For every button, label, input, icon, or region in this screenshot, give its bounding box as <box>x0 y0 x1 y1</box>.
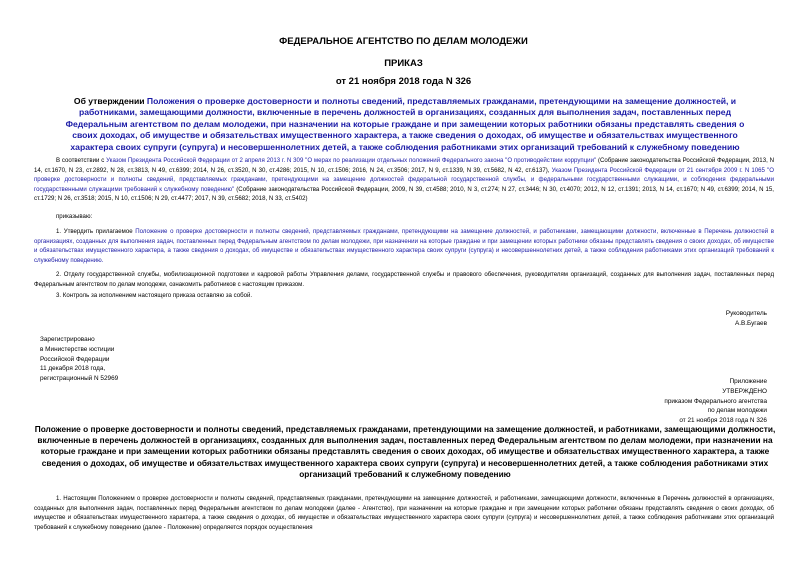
appendix-line-4: по делам молодежи <box>707 407 767 415</box>
regulation-title: Положение о проверке достоверности и полноты сведений, представляемых гражданами, претендующими на замещение должностей, и работниками, замещающими должности, включенные в перечень должностей в организациях, созданных для выполнения задач, поставленных перед Федеральным агентством по делам молодежи, при назначении на которые граждане и при замещении которых работники обязаны представлять сведения о своих доходах, об имуществе и обязательствах имущественного характера, а также сведения о доходах, об имуществе и обязательствах имущественного характера своих супруги (супруга) и несовершеннолетних детей, а также соблюдения работниками этих организаций требований к служебному поведению <box>34 424 776 479</box>
signature-role: Руководитель <box>725 310 767 317</box>
registration-block <box>40 335 240 384</box>
doc-date-number: от 21 ноября 2018 года N 326 <box>335 76 472 87</box>
registration-line-4: 11 декабря 2018 года, <box>40 365 106 373</box>
signature-block <box>507 309 767 329</box>
appendix-line-2: УТВЕРЖДЕНО <box>722 387 767 395</box>
order-item-3: 3. Контроль за исполнением настоящего приказа оставляю за собой. <box>56 292 253 299</box>
preamble-text-b: (Собрание законодательства Российской Федерации, 2013, N 14, ст.1670, N 23, ст.2892, N 28, ст.3813, N 49, ст.6399; 2014, N 26, ст.3520, N 30, ст.4286; 2015, N 10, ст.1506; 2016, N 24, ст.3506; 2017, N 9, ст.1339, N 39, ст.5682, N 42, ст.6137), <box>34 157 774 174</box>
order-item-2: 2. Отделу государственной службы, мобилизационной подготовки и кадровой работы Управления делами, государственной службы и правового обеспечения, руководителям организаций, созданных для выполнения задач, поставленных перед Федеральным агентством по делам молодежи, ознакомить работников с настоящим приказом. <box>34 271 774 288</box>
registration-line-2: в Министерстве юстиции <box>40 345 115 353</box>
registration-line-1: Зарегистрировано <box>40 336 95 343</box>
registration-line-5: регистрационный N 52969 <box>40 375 119 383</box>
regulation-link[interactable]: Положение о проверке достоверности и полноты сведений, представляемых гражданами, претендующими на замещение должностей, и работниками, замещающими должности, включенные в Перечень должностей в организациях, созданных для выполнения задач, поставленных перед Федеральным агентством по делам молодежи, при назначении на которые граждане и при замещении которых работники обязаны представлять сведения о своих доходах, об имуществе и обязательствах имущественного характера, а также сведения о доходах, об имуществе и обязательствах имущественного характера своих супруги (супруга) и несовершеннолетних детей, а также соблюдения работниками этих организаций требований к служебному поведению. <box>34 228 774 264</box>
prikazyvayu: приказываю: <box>56 213 93 220</box>
decree-1065-link[interactable]: Указом Президента Российской Федерации от 21 сентября 2009 г. N 1065 "О проверке достоверности и полноты сведений, представляемых гражданами, претендующими на замещение должностей федеральной государственной службы, и федеральными государственными служащими, и соблюдения федеральными государственными служащими требований к служебному поведению" <box>34 166 774 193</box>
appendix-line-1: Приложение <box>729 378 767 385</box>
registration-line-3: Российской Федерации <box>40 355 110 363</box>
order-title <box>60 96 750 153</box>
order-title-link[interactable]: Положения о проверке достоверности и полноты сведений, представляемых гражданами, претендующими на замещение должностей, и работниками, замещающими должности, включенные в перечень должностей в организациях, созданных для выполнения задач, поставленных перед Федеральным агентством по делам молодежи, при назначении на которые граждане и при замещении которых работники обязаны представлять сведения о своих доходах, об имуществе и обязательствах имущественного характера, а также сведения о доходах, об имуществе и обязательствах имущественного характера своих супруги (супруга) и несовершеннолетних детей, а также соблюдения работниками этих организаций требований к служебному поведению <box>65 96 745 152</box>
order-title-prefix: Об утверждении <box>73 96 147 106</box>
preamble-text-a: В соответствии с <box>56 157 107 164</box>
preamble-paragraph <box>34 156 774 204</box>
regulation-paragraph-1: 1. Настоящим Положением о проверке достоверности и полноты сведений, представляемых гражданами, претендующими на замещение должностей, и работниками, замещающими должности, включенные в Перечень должностей в организациях, созданных для выполнения задач, поставленных перед Федеральным агентством по делам молодежи (далее - Агентство), при назначении на которые граждане и при замещении которых работники обязаны представлять сведения о своих доходах, об имуществе и обязательствах имущественного характера, а также сведения о доходах, об имуществе и обязательствах имущественного характера своих супруги (супруга) и несовершеннолетних детей, а также соблюдения работниками этих организаций требований к служебному поведению (далее - Положение) определяется порядок осуществления <box>34 495 774 531</box>
doc-type: ПРИКАЗ <box>384 58 423 69</box>
agency-name: ФЕДЕРАЛЬНОЕ АГЕНТСТВО ПО ДЕЛАМ МОЛОДЕЖИ <box>279 36 528 47</box>
decree-309-link[interactable]: Указом Президента Российской Федерации от 2 апреля 2013 г. N 309 "О мерах по реализации отдельных положений Федерального закона "О противодействии коррупции" <box>106 157 597 164</box>
order-item-1-text: 1. Утвердить прилагаемое <box>56 228 136 235</box>
signature-name: А.В.Бугаев <box>734 319 767 327</box>
appendix-line-3: приказом Федерального агентства <box>664 397 767 405</box>
appendix-line-5: от 21 ноября 2018 года N 326 <box>679 417 767 425</box>
appendix-block <box>507 377 767 426</box>
order-item-1 <box>34 227 774 265</box>
preamble-text-c: (Собрание законодательства Российской Федерации, 2009, N 39, ст.4588; 2010, N 3, ст.274; N 27, ст.3446; N 30, ст.4070; 2012, N 12, ст.1391; 2013, N 14, ст.1670; N 49, ст.6399; 2014, N 15, ст.1729; N 26, ст.3518; 2015, N 10, ст.1506; N 29, ст.4477; 2017, N 39, ст.5682; 2018, N 33, ст.5402) <box>34 185 774 203</box>
